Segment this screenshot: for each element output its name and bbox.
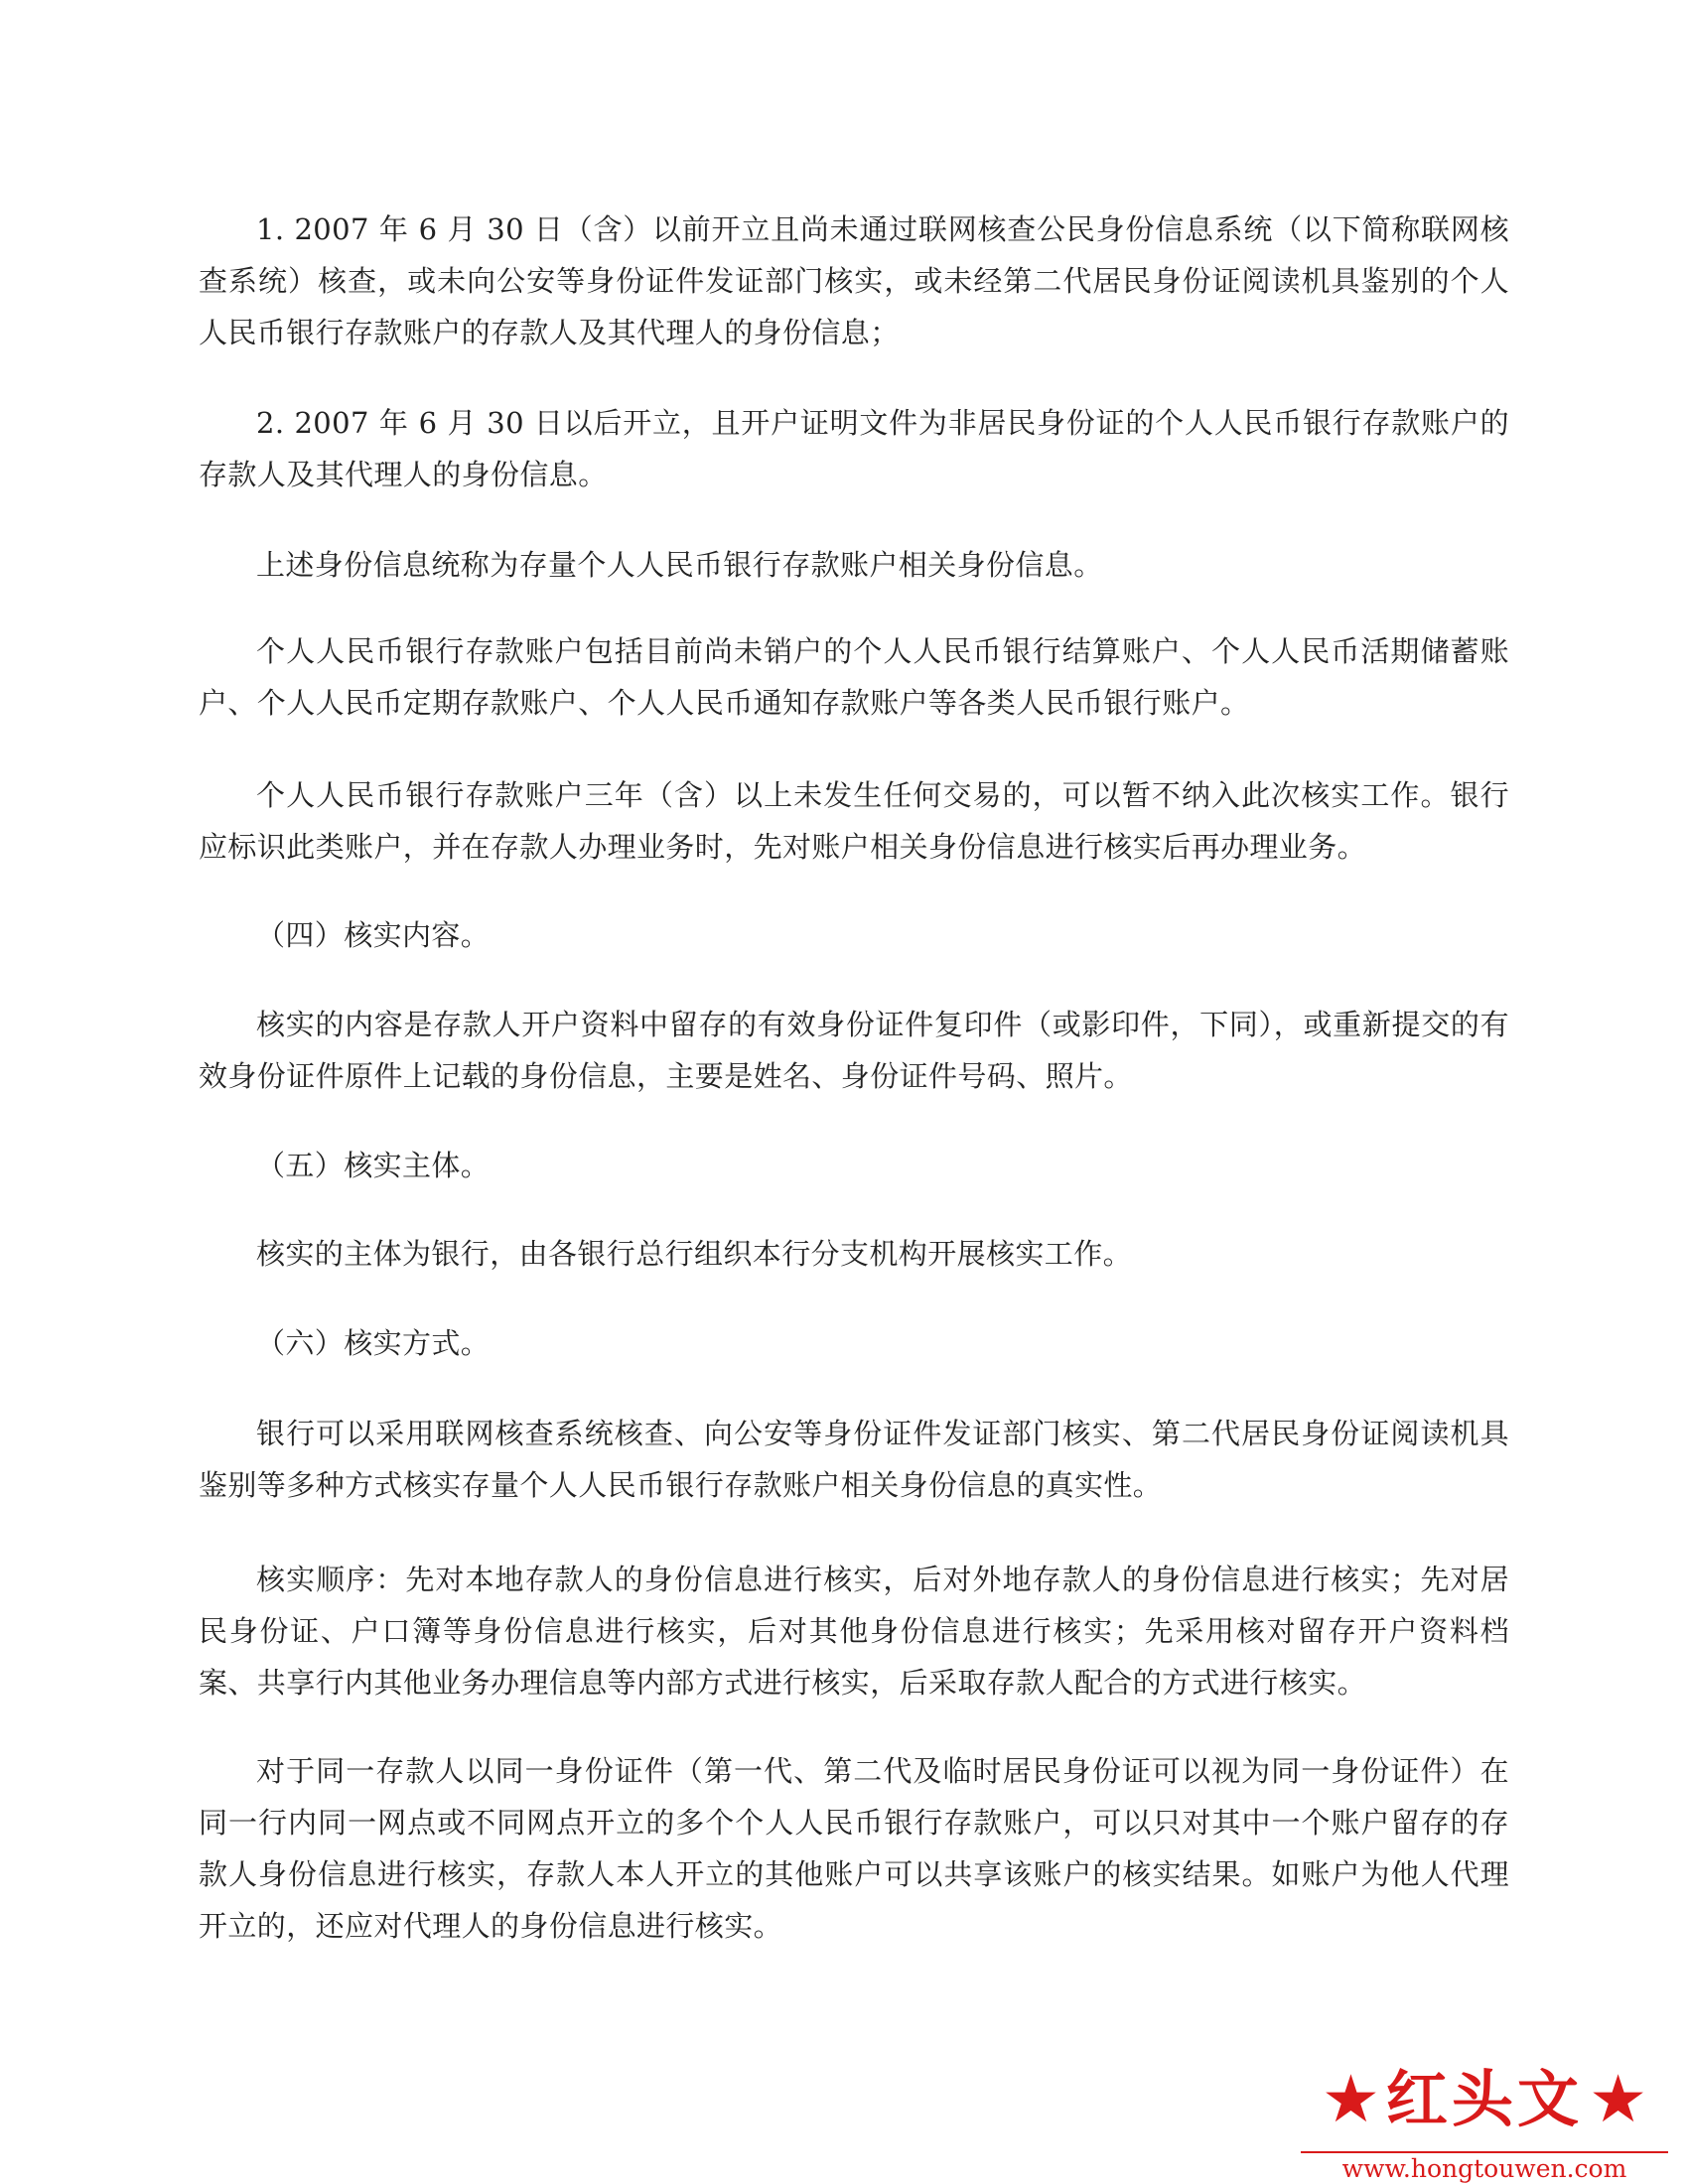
section-heading-method: （六）核实方式。 (256, 1326, 491, 1360)
paragraph-summary: 上述身份信息统称为存量个人人民币银行存款账户相关身份信息。 (256, 548, 1103, 582)
watermark-logo (1291, 2060, 1678, 2139)
paragraph-account-scope: 个人人民币银行存款账户包括目前尚未销户的个人人民币银行结算账户、个人人民币活期储蓄账户、个人人民币定期存款账户、个人人民币通知存款账户等各类人民币银行账户。 (199, 634, 1509, 720)
watermark-url: www.hongtouwen.com (1341, 2154, 1627, 2183)
section-heading-content: （四）核实内容。 (256, 918, 491, 952)
paragraph-inactive-accounts: 个人人民币银行存款账户三年（含）以上未发生任何交易的，可以暂不纳入此次核实工作。银行应标识此类账户，并在存款人办理业务时，先对账户相关身份信息进行核实后再办理业务。 (199, 778, 1509, 864)
paragraph-verification-order: 核实顺序：先对本地存款人的身份信息进行核实，后对外地存款人的身份信息进行核实；先对居民身份证、户口簿等身份信息进行核实，后对其他身份信息进行核实；先采用核对留存开户资料档案、共享行内其他业务办理信息等内部方式进行核实，后采取存款人配合的方式进行核实。 (199, 1563, 1509, 1700)
paragraph-verification-subject: 核实的主体为银行，由各银行总行组织本行分支机构开展核实工作。 (256, 1237, 1133, 1271)
paragraph-item-2: 2. 2007 年 6 月 30 日以后开立，且开户证明文件为非居民身份证的个人人民币银行存款账户的存款人及其代理人的身份信息。 (199, 406, 1509, 491)
star-icon: ★ (1321, 2061, 1380, 2137)
watermark-divider (1301, 2151, 1668, 2153)
paragraph-verification-method: 银行可以采用联网核查系统核查、向公安等身份证件发证部门核实、第二代居民身份证阅读机具鉴别等多种方式核实存量个人人民币银行存款账户相关身份信息的真实性。 (199, 1417, 1509, 1502)
paragraph-shared-results: 对于同一存款人以同一身份证件（第一代、第二代及临时居民身份证可以视为同一身份证件）在同一行内同一网点或不同网点开立的多个个人人民币银行存款账户，可以只对其中一个账户留存的存款人身份信息进行核实，存款人本人开立的其他账户可以共享该账户的核实结果。如账户为他人代理开立的，还应对代理人的身份信息进行核实。 (199, 1754, 1509, 1943)
section-heading-subject: （五）核实主体。 (256, 1149, 491, 1182)
paragraph-item-1: 1. 2007 年 6 月 30 日（含）以前开立且尚未通过联网核查公民身份信息系统（以下简称联网核查系统）核查，或未向公安等身份证件发证部门核实，或未经第二代居民身份证阅读机具鉴别的个人人民币银行存款账户的存款人及其代理人的身份信息； (199, 212, 1509, 349)
watermark-title: 红头文 (1385, 2063, 1583, 2135)
paragraph-verification-content: 核实的内容是存款人开户资料中留存的有效身份证件复印件（或影印件，下同），或重新提交的有效身份证件原件上记载的身份信息，主要是姓名、身份证件号码、照片。 (199, 1008, 1509, 1093)
hongtouwen-watermark (1291, 2060, 1678, 2183)
star-icon: ★ (1589, 2061, 1648, 2137)
